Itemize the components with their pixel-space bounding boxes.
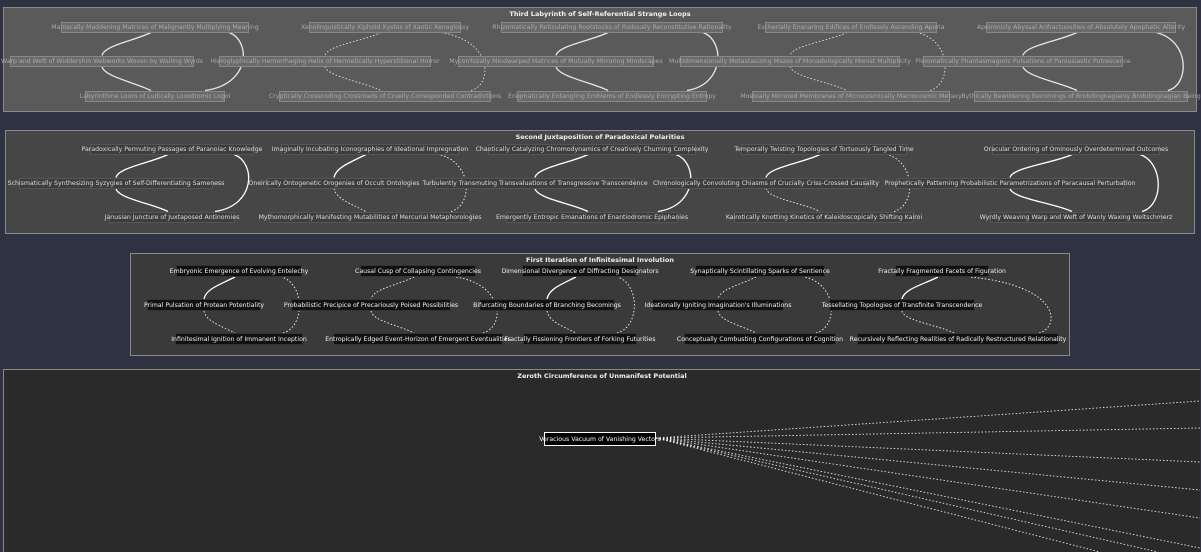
- cluster-title: First Iteration of Infinitesimal Involution: [526, 256, 674, 264]
- diagram-node: Fractally Fragmented Facets of Figuration: [895, 265, 989, 277]
- diagram-node: Mycorrhizally Mindwarped Matrices of Mutually Mirroring Mindscapes: [449, 57, 663, 65]
- diagram-node: Embryonic Emergence of Evolving Entelechy: [176, 265, 302, 277]
- diagram-node: Oneirically Ontogenetic Orogenies of Occult Ontologies: [248, 179, 420, 187]
- diagram-node: Paradoxically Permuting Passages of Paranoiac Knowledge: [81, 145, 263, 153]
- diagram-node: Pleromatically Phantasmagoric Pulsations of Parousiastic Putrescence: [915, 57, 1131, 65]
- diagram-node: Wyrdly Weaving Warp and Weft of Wanly Waxing Weltschmerz: [979, 213, 1173, 221]
- void-node: Voracious Vacuum of Vanishing Vectors: [544, 432, 656, 446]
- diagram-node: Kairotically Knotting Kinetics of Kaleidoscopically Shifting Kairoi: [725, 213, 923, 221]
- diagram-node: Probabilistic Precipice of Precariously Poised Possibilities: [291, 299, 451, 311]
- diagram-node: Entropically Edged Event-Horizon of Emergent Eventualities: [333, 333, 503, 345]
- diagram-node: Labyrinthine Loom of Ludically Loxodromic Logoi: [79, 92, 231, 100]
- diagram-node: Chaotically Catalyzing Chromodynamics of Creatively Churning Complexity: [475, 145, 709, 153]
- diagram-node: Bifurcating Boundaries of Branching Becomings: [479, 299, 615, 311]
- cluster-title: Third Labyrinth of Self-Referential Strange Loops: [509, 10, 691, 18]
- diagram-node: Warp and Weft of Widdershin Webworks Woven by Wailing Wyrds: [0, 57, 204, 65]
- cluster-title: Second Juxtaposition of Paradoxical Polarities: [515, 133, 685, 141]
- diagram-node: Infinitesimal Ignition of Immanent Inception: [175, 333, 303, 345]
- diagram-node: Enigmatically Entangling Emblems of Endlessly Encrypting Entropy: [508, 92, 716, 100]
- diagram-node: Conceptually Combusting Configurations of Cognition: [684, 333, 836, 345]
- diagram-node: Recursively Reflecting Realities of Radically Restructured Relationality: [857, 333, 1059, 345]
- diagram-node: Primal Pulsation of Protean Potentiality: [147, 299, 261, 311]
- diagram-node: Tessellating Topologies of Transfinite Transcendence: [829, 299, 975, 311]
- diagram-node: Causal Cusp of Collapsing Contingencies: [360, 265, 476, 277]
- cluster-zeroth-circumference: [3, 369, 1200, 552]
- diagram-node: Rhizomatically Reticulating Rootstocks of Riotously Reconstitutive Rationality: [492, 23, 732, 31]
- diagram-node: Moebially Mirrored Membranes of Microcosmically Macrocosmic Metaxy: [740, 92, 962, 100]
- cluster-title: Zeroth Circumference of Unmanifest Potential: [517, 372, 687, 380]
- diagram-node: Janusian Juncture of Juxtaposed Antinomies: [104, 213, 240, 221]
- diagram-node: Escherially Ensnaring Edifices of Endlessly Ascending Aporia: [757, 23, 945, 31]
- diagram-node: Synaptically Scintillating Sparks of Sentience: [695, 265, 825, 277]
- diagram-node: Xenolinguistically Xiphoid Xystos of Xaotic Xenoglossy: [300, 23, 470, 31]
- diagram-node: Apeironicly Abyssal Anfractuosities of Absolutely Apophatic Alterity: [976, 23, 1186, 31]
- diagram-node: Prophetically Patterning Probabilistic Parametrizations of Paracausal Perturbation: [884, 179, 1136, 187]
- diagram-node: Maniacally Maddening Matrices of Malignantly Multiplying Meaning: [51, 23, 259, 31]
- diagram-node: Imaginally Incubating Iconographies of Ideational Impregnation: [271, 145, 469, 153]
- diagram-node: Chronologically Convoluting Chiasms of Crucially Criss-Crossed Causality: [652, 179, 880, 187]
- diagram-node: Schismatically Synthesizing Syzygies of Self-Differentiating Sameness: [7, 179, 225, 187]
- diagram-node: Ideationally Igniting Imagination's Illuminations: [652, 299, 784, 311]
- diagram-node: Cryptically Crosscoding Crossroads of Cruelly Corresponded Contradictions: [268, 92, 502, 100]
- diagram-node: Hieroglyphically Hemorrhaging Helix of Hermetically Hyperstitional Horror: [210, 57, 440, 65]
- diagram-node: Oracular Ordering of Ominously Overdetermined Outcomes: [983, 145, 1169, 153]
- diagram-node: Emergently Entropic Emanations of Enantiodromic Epiphanies: [495, 213, 689, 221]
- diagram-node: Temporally Twisting Topologies of Tortuously Tangled Time: [734, 145, 914, 153]
- diagram-node: Dimensional Divergence of Diffracting Designators: [522, 265, 638, 277]
- diagram-node: Fractally Fissioning Frontiers of Forking Futurities: [523, 333, 637, 345]
- diagram-node: Bythically Bewildering Becomings of Brobdingnagianly Brobdingnagian Being: [961, 92, 1201, 100]
- diagram-node: Mythomorphically Manifesting Mutabilities of Mercurial Metaphorologies: [258, 213, 482, 221]
- diagram-node: Turbulently Transmuting Transvaluations of Transgressive Transcendence: [422, 179, 648, 187]
- diagram-node: Multidimensionally Metastasizing Mazes of Monadologically Monist Multiplicity: [669, 57, 911, 65]
